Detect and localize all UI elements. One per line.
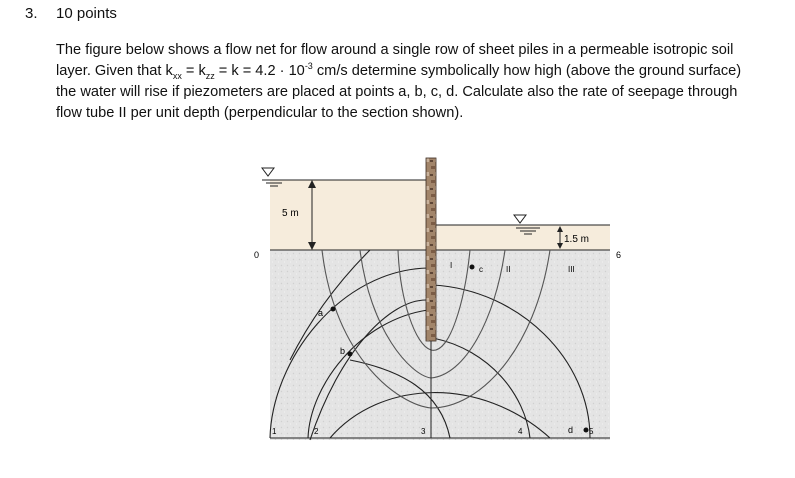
question-points: 10 points [56,5,117,22]
label-point-a: a [318,308,324,318]
point-a-marker [331,307,336,312]
line-2-end: cm/s determine symbolically how high (above the ground surface) [312,63,742,79]
label-tube-II: II [506,265,511,274]
point-b-marker [348,352,353,357]
label-boundary-6: 6 [616,250,622,260]
question-line-2 [56,61,776,82]
label-point-d: d [568,425,574,435]
question-line-4: flow tube II per unit depth (perpendicular to the section shown). [56,105,464,121]
equals-kzz: = k [181,63,206,79]
label-tube-III: III [568,265,575,274]
label-point-c: c [479,265,483,274]
question-number: 3. [25,5,38,22]
sheet-pile [426,158,436,341]
exponent: -3 [304,61,313,72]
label-5m: 5 m [282,208,299,219]
label-equipotential-2: 2 [314,427,319,436]
label-1.5m: 1.5 m [564,234,590,245]
question-line-1: The figure below shows a flow net for flow around a single row of sheet piles in a permeable isotropic soil [56,42,734,58]
point-c-marker [470,265,475,270]
k-value: = k = 4.2 · 10 [214,63,305,79]
flow-net-figure [250,150,630,450]
label-tube-I: I [450,261,453,270]
question-text [56,40,776,124]
label-point-b: b [340,346,346,356]
label-boundary-0: 0 [254,250,260,260]
label-equipotential-5: 5 [589,427,594,436]
subscript-xx: xx [172,70,182,81]
subscript-zz: zz [205,70,215,81]
label-equipotential-1: 1 [272,427,277,436]
question-line-3: the water will rise if piezometers are placed at points a, b, c, d. Calculate also the rate of seepage through [56,84,738,100]
line-2-start: layer. Given that k [56,63,173,79]
label-equipotential-4: 4 [518,427,523,436]
point-d-marker [584,428,589,433]
label-equipotential-3: 3 [421,427,426,436]
